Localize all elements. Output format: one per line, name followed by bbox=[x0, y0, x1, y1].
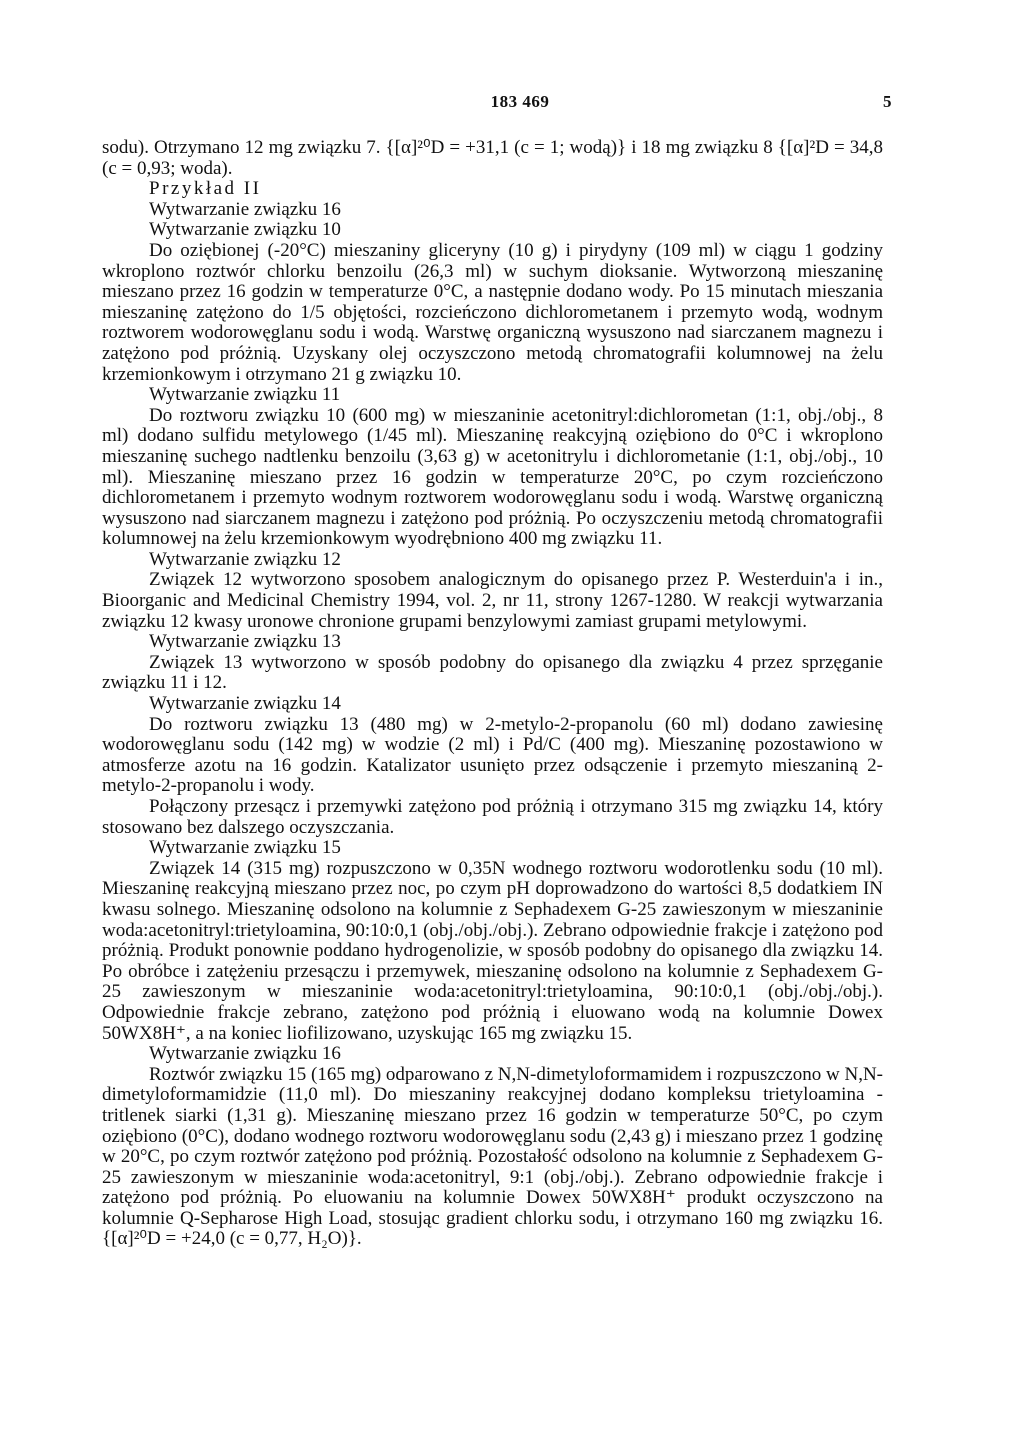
paragraph-compound-13: Związek 13 wytworzono w sposób podobny do opisanego dla związku 4 przez sprzęganie związku 11 i 12. bbox=[102, 651, 883, 694]
section-heading-16b: Wytwarzanie związku 16 bbox=[149, 1043, 341, 1065]
paragraph-compound-12: Związek 12 wytworzono sposobem analogicznym do opisanego przez P. Westerduin'a i in., Bioorganic and Medicinal Chemistry 1994, vol. 2, nr 11, strony 1267-1280. W reakcji wytwarzania związku 12 kwasy uronowe chronione grupami benzylowymi zamiast grupami metylowymi. bbox=[102, 569, 883, 632]
paragraph-compound-16: Roztwór związku 15 (165 mg) odparowano z N,N-dimetyloformamidem i rozpuszczono w N,N-dimetyloformamidzie (11,0 ml). Do mieszaniny reakcyjnej dodano kompleksu trietyloamina - tritlenek siarki (1,31 g). Mieszaninę mieszano przez 16 godzin w temperaturze 50°C, po czym oziębiono (0°C), dodano wodnego roztworu wodorowęglanu sodu (2,43 g) i mieszano przez 1 godzinę w 20°C, po czym roztwór zatężono pod próżnią. Pozostałość odsolono na kolumnie z Sephadexem G-25 zawieszonym w mieszaninie woda:acetonitryl, 9:1 (obj./obj.). Zebrano odpowiednie frakcje i zatężono pod próżnią. Po eluowaniu na kolumnie Dowex 50WX8H⁺ produkt oczyszczono na kolumnie Q-Sepharose High Load, stosując gradient chlorku sodu, i otrzymano 160 mg związku 16. {[α]²⁰D = +24,0 (c = 0,77, H₂O)}. bbox=[102, 1063, 883, 1250]
example-heading: Przykład II bbox=[149, 178, 262, 200]
paragraph-compound-15: Związek 14 (315 mg) rozpuszczono w 0,35N wodnego roztworu wodorotlenku sodu (10 ml). Mieszaninę reakcyjną mieszano przez noc, po czym pH doprowadzono do wartości 8,5 dodatkiem IN kwasu solnego. Mieszaninę odsolono na kolumnie z Sephadexem G-25 zawieszonym w mieszaninie woda:acetonitryl:trietyloamina, 90:10:0,1 (obj./obj./obj.). Zebrano odpowiednie frakcje i zatężono pod próżnią. Produkt ponownie poddano hydrogenolizie, w sposób podobny do opisanego dla związku 14. Po obróbce i zatężeniu przesączu i przemywek, mieszaninę odsolono na kolumnie z Sephadexem G-25 zawieszonym w mieszaninie woda:acetonitryl:trietyloamina, 90:10:0,1 (obj./obj./obj.). Odpowiednie frakcje zebrano, zatężono pod próżnią i eluowano wodą na kolumnie Dowex 50WX8H⁺, a na koniec liofilizowano, uzyskując 165 mg związku 15. bbox=[102, 857, 883, 1044]
section-heading-13: Wytwarzanie związku 13 bbox=[149, 631, 341, 653]
section-heading-11: Wytwarzanie związku 11 bbox=[149, 384, 341, 406]
paragraph-compound-10: Do oziębionej (-20°C) mieszaniny gliceryny (10 g) i pirydyny (109 ml) w ciągu 1 godziny wkroplono roztwór chlorku benzoilu (26,3 ml) w suchym dioksanie. Wytworzoną mieszaninę mieszano przez 16 godzin w temperaturze 0°C, a następnie dodano wody. Po 15 minutach mieszania mieszaninę zatężono do 1/5 objętości, rozcieńczono dichlorometanem i przemyto wodą, wodnym roztworem wodorowęglanu sodu i wodą. Warstwę organiczną wysuszono nad siarczanem magnezu i zatężono pod próżnią. Uzyskany olej oczyszczono metodą chromatografii kolumnowej na żelu krzemionkowym i otrzymano 21 g związku 10. bbox=[102, 239, 883, 385]
paragraph-compound-11: Do roztworu związku 10 (600 mg) w mieszaninie acetonitryl:dichlorometan (1:1, obj./obj., 8 ml) dodano sulfidu metylowego (1/45 ml). Mieszaninę reakcyjną oziębiono do 0°C i wkroplono mieszaninę suchego nadtlenku benzoilu (3,63 g) w acetonitrylu i dichlorometanie (1:1, obj./obj., 10 ml). Mieszaninę mieszano przez 16 godzin w temperaturze 20°C, po czym rozcieńczono dichlorometanem i przemyto wodnym roztworem wodorowęglanu sodu i wodą. Warstwę organiczną wysuszono nad siarczanem magnezu i zatężono pod próżnią. Po oczyszczeniu metodą chromatografii kolumnowej na żelu krzemionkowym wyodrębniono 400 mg związku 11. bbox=[102, 404, 883, 550]
section-heading-12: Wytwarzanie związku 12 bbox=[149, 548, 341, 570]
page-number: 5 bbox=[883, 92, 892, 111]
patent-number: 183 469 bbox=[490, 92, 550, 111]
paragraph-compound-14-result: Połączony przesącz i przemywki zatężono pod próżnią i otrzymano 315 mg związku 14, który stosowano bez dalszego oczyszczania. bbox=[102, 796, 883, 838]
section-heading-16: Wytwarzanie związku 16 bbox=[149, 198, 341, 220]
section-heading-10: Wytwarzanie związku 10 bbox=[149, 219, 341, 241]
document-body bbox=[102, 138, 883, 1250]
paragraph-intro: sodu). Otrzymano 12 mg związku 7. {[α]²⁰D = +31,1 (c = 1; wodą)} i 18 mg związku 8 {[α]²D = 34,8 (c = 0,93; woda). bbox=[102, 137, 883, 179]
paragraph-compound-14: Do roztworu związku 13 (480 mg) w 2-metylo-2-propanolu (60 ml) dodano zawiesinę wodorowęglanu sodu (142 mg) w wodzie (2 ml) i Pd/C (400 mg). Mieszaninę pozostawiono w atmosferze azotu na 16 godzin. Katalizator usunięto przez odsączenie i przemyto mieszaniną 2-metylo-2-propanolu i wody. bbox=[102, 713, 883, 797]
section-heading-15: Wytwarzanie związku 15 bbox=[149, 837, 341, 859]
section-heading-14: Wytwarzanie związku 14 bbox=[149, 693, 341, 715]
